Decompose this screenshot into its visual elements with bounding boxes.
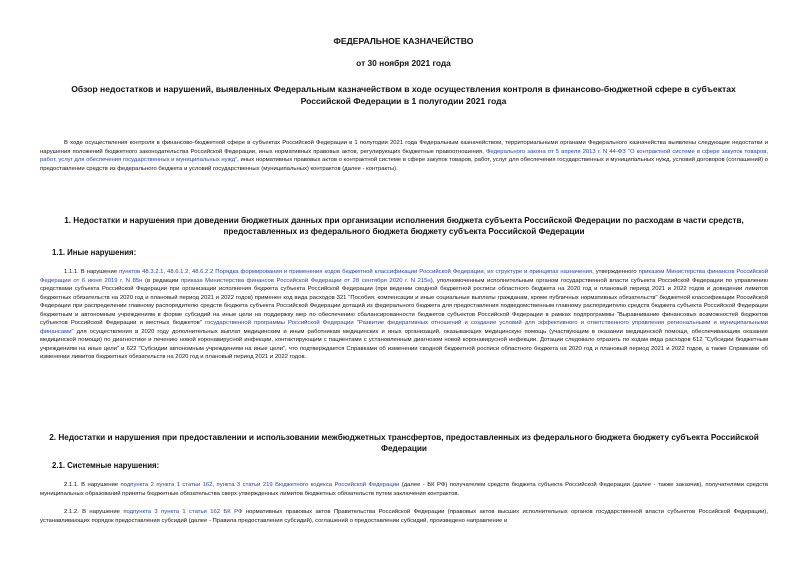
paragraph-2-1-1 [40,481,768,498]
intro-text-2: , иных нормативных правовых актов о контрактной системе в сфере закупок товаров, работ, услуг для обеспечения государственных и муниципальных нужд, условий договоров (соглашений) о предоставлении средств из федерального бюджета и условий государственных (муниципальных) контрактов (далее - контракты). [40,157,768,172]
p111-text-1: 1.1.1. В нарушение [64,269,120,275]
law-44fz-link[interactable]: Федерального закона от 5 апреля 2013 г. N 44-ФЗ "О контрактной системе в сфере закупок товаров, работ, услуг для обеспечения государственных и муниципальных нужд" [40,148,768,164]
organization-heading: ФЕДЕРАЛЬНОЕ КАЗНАЧЕЙСТВО [333,36,474,46]
subsection-2-1-heading: 2.1. Системные нарушения: [52,461,160,470]
document-date: от 30 ноября 2021 года [356,58,451,68]
section-1-heading: 1. Недостатки и нарушения при доведении бюджетных данных при организации исполнения бюджета субъекта Российской Федерации по расходам в части средств, предоставленных из федерального бюджета бюджету субъекта Российской Федерации [64,216,744,236]
p212-text-2: нормативных правовых актов Правительства Российской Федерации (правовых актов высших исполнительных органов государственной власти субъектов Российской Федерации), устанавливающих порядок предоставления субсидий (далее - Правила предоставления субсидий), соглашений о предоставлении субсидий, произведено направление и [40,509,768,524]
p111-text-4: ), уполномоченным исполнительным органом государственной власти субъекта Российской Федерации по управлению средствами субъекта Российской Федерации при организации исполнения бюджета субъекта Российской Федерации (при ведении сводной бюджетной росписи областного бюджета на 2020 год и плановый период 2021 и 2022 годов и доведении лимитов бюджетных обязательств на 2020 год и плановый период 2021 и 2022 годов) применен код вида расходов 321 "Пособия, компенсации и иные социальные выплаты гражданам, кроме публичных нормативных обязательств" бюджетной классификации Российской Федерации при распределении главному распорядителю средств бюджета субъекта Российской Федерации дотаций из федерального бюджета для предоставления подведомственным главному распорядителю средств бюджета субъекта Российской Федерации бюджетным и автономным учреждениям в форме субсидий на иные цели на поддержку мер по обеспечению сбалансированности бюджетов субъектов Российской Федерации в рамках подпрограммы "Выравнивание финансовых возможностей бюджетов субъектов Российской Федерации и местных бюджетов" [40,277,768,327]
minfin-order-215n-link[interactable]: приказа Министерства финансов Российской Федерации от 28 сентября 2020 г. N 215н [180,277,431,284]
p211-text-1: 2.1.1. В нарушение [64,482,121,488]
bk-article-162-link[interactable]: подпункта 2 пункта 1 статьи 162 [120,482,213,488]
budget-classification-order-link[interactable]: пунктов 48.3.2.1, 48.6.1.2, 48.6.2.2 Порядка формирования и применения кодов бюджетной классификации Российской Федерации, их структуре и принципах назначения [119,269,593,275]
p211-text-3: (далее - БК РФ) получателем средств бюджета субъекта Российской Федерации (далее - также заказчик), получателями средств муниципальных образований приняты бюджетные обязательства сверх утвержденных лимитов бюджетных обязательств путем заключения контрактов. [40,482,769,497]
subsection-1-1-heading: 1.1. Иные нарушения: [52,248,137,257]
p111-text-5: для осуществления в 2020 году дополнительных выплат медицинским и иным работникам медицинских и иных организаций, оказывающих медицинскую помощь (участвующим в оказании медицинской помощи, обеспечивающим оказание медицинской помощи) по диагностике и лечению новой коронавирусной инфекции, контактирующим с пациентами с установленным диагнозом новой коронавирусной инфекции. Дотации следовало отразить по кодам вида расходов 612 "Субсидии бюджетным учреждениям на иные цели" и 622 "Субсидии автономным учреждениям на иные цели", что подтверждается Справками об изменении сводной бюджетной росписи областного бюджета на 2020 год и плановый период 2021 и 2022 годов, а также Справками об изменении лимитов бюджетных обязательств на 2020 год и плановый период 2021 и 2022 годов. [40,328,768,361]
p211-text-2: , [212,482,217,488]
intro-text-1: В ходе осуществления контроля в финансово-бюджетной сфере в субъектах Российской Федерации в 1 полугодии 2021 года Федеральным казначейством, территориальными органами Федерального казначейства выявлены следующие недостатки и нарушения положений бюджетного законодательства Российской Федерации, иных нормативных правовых актов, регулирующих бюджетные правоотношения, [40,140,768,155]
paragraph-2-1-2 [40,508,768,525]
p111-text-3: (в редакции [142,277,181,284]
bk-article-219-link[interactable]: пункта 3 статьи 219 Бюджетного кодекса Российской Федерации [216,482,400,488]
p212-text-1: 2.1.2. В нарушение [64,509,124,515]
intro-paragraph [40,139,768,173]
section-2-heading: 2. Недостатки и нарушения при предоставлении и использовании межбюджетных трансфертов, предоставленных из федерального бюджета бюджету субъекта Российской Федерации [49,433,759,453]
document-title: Обзор недостатков и нарушений, выявленных Федеральным казначейством в ходе осуществления контроля в финансово-бюджетной сфере в субъектах Российской Федерации в 1 полугодии 2021 года [71,84,736,106]
paragraph-1-1-1 [40,268,768,362]
state-program-link[interactable]: государственной программы Российской Федерации "Развитие федеративных отношений и создание условий для эффективного и ответственного управления региональными и муниципальными финансами" [40,320,769,335]
minfin-order-85n-link[interactable]: приказом Министерства финансов Российской Федерации от 6 июня 2019 г. N 85н [40,269,768,284]
bk-article-162-sub3-link[interactable]: подпункта 3 пункта 1 статьи 162 БК РФ [123,509,243,515]
p111-text-2: , утвержденного [592,269,639,275]
